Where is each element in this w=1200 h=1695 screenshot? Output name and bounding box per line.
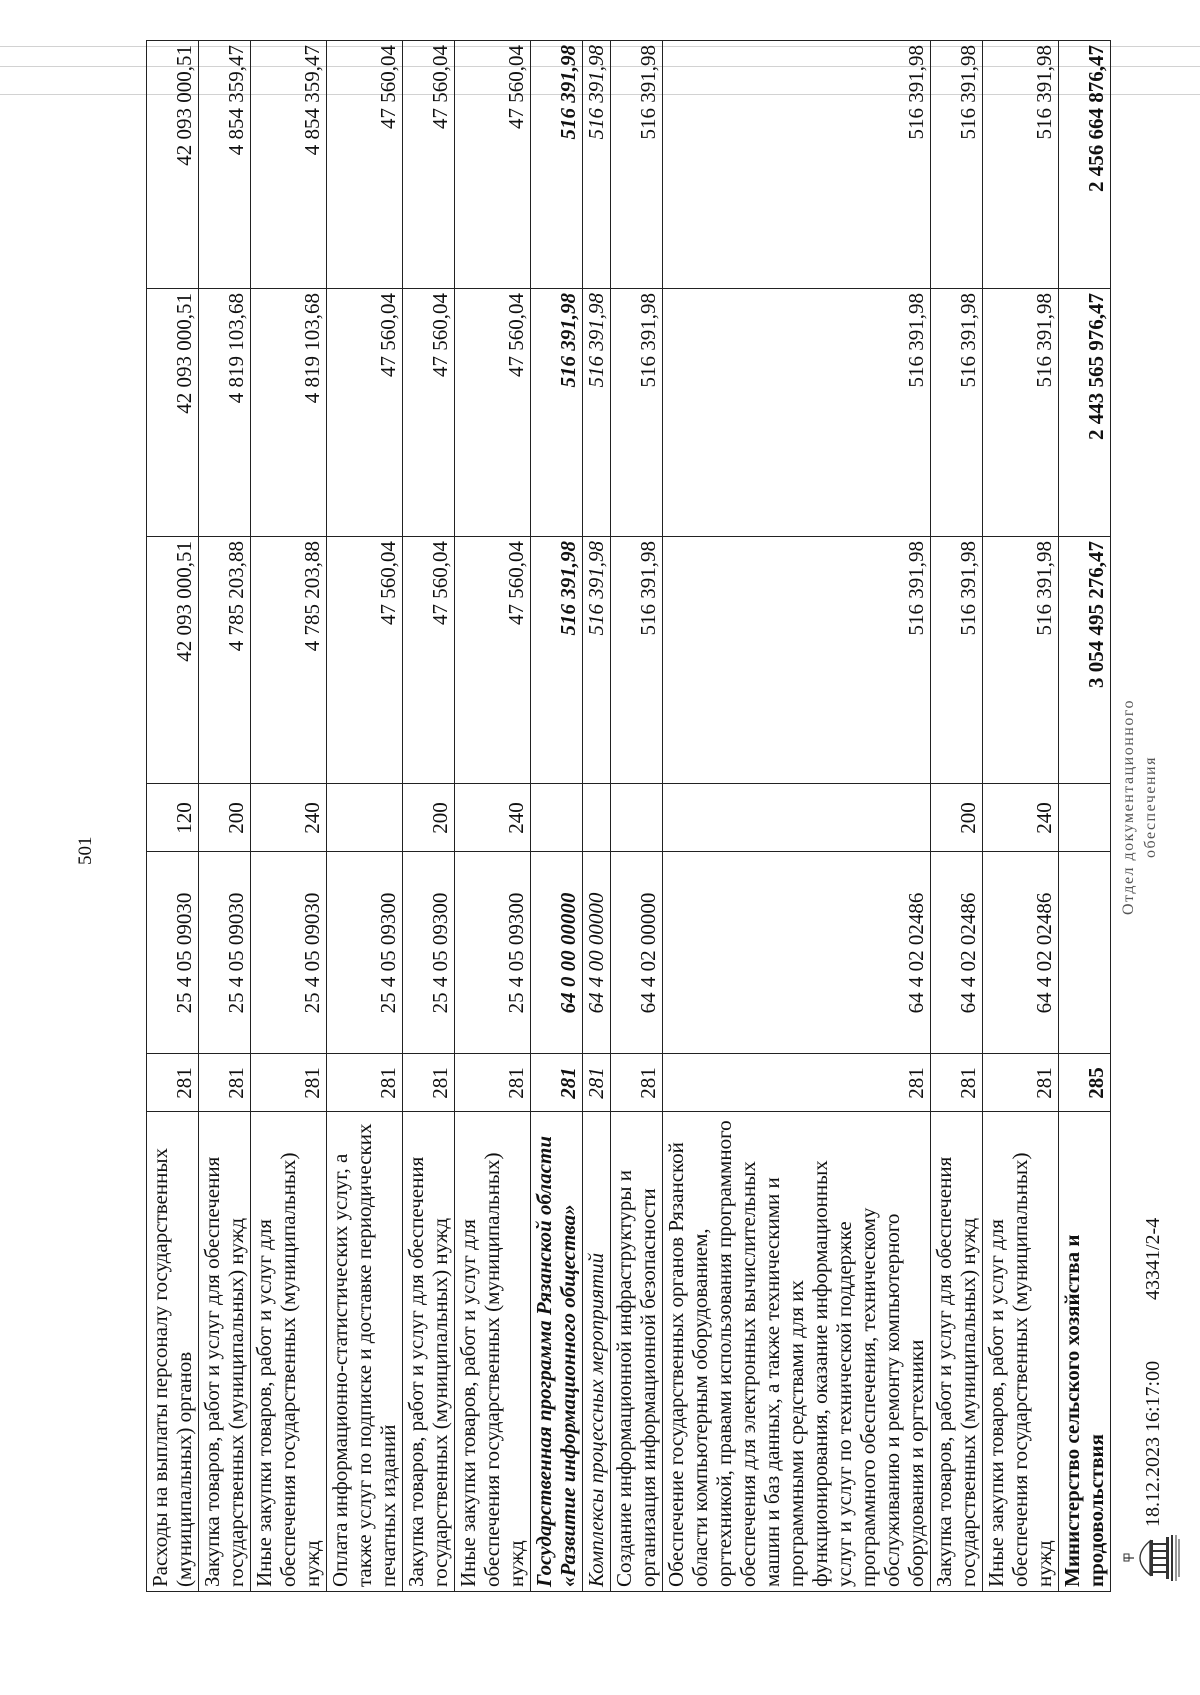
- table-row: [403, 41, 455, 1592]
- amount-year-1: 47 560,04: [403, 537, 455, 784]
- expense-type-code: 200: [931, 784, 983, 852]
- target-code: 64 4 02 02486: [931, 852, 983, 1054]
- expense-type-code: 200: [199, 784, 251, 852]
- ministry-code: 281: [583, 1054, 611, 1112]
- expense-type-code: [327, 784, 403, 852]
- target-code: 25 4 05 09300: [403, 852, 455, 1054]
- amount-year-3: 47 560,04: [403, 41, 455, 289]
- amount-year-1: 516 391,98: [983, 537, 1059, 784]
- target-code: [1059, 852, 1111, 1054]
- amount-year-2: 42 093 000,51: [147, 289, 199, 537]
- expense-type-code: 240: [251, 784, 327, 852]
- amount-year-2: 4 819 103,68: [199, 289, 251, 537]
- target-code: 64 0 00 00000: [531, 852, 583, 1054]
- amount-year-3: 516 391,98: [531, 41, 583, 289]
- ministry-code: 285: [1059, 1054, 1111, 1112]
- target-code: 25 4 05 09030: [251, 852, 327, 1054]
- amount-year-2: 516 391,98: [983, 289, 1059, 537]
- target-code: 64 4 02 02486: [663, 852, 931, 1054]
- amount-year-1: 42 093 000,51: [147, 537, 199, 784]
- amount-year-2: 2 443 565 976,47: [1059, 289, 1111, 537]
- expense-type-code: 240: [455, 784, 531, 852]
- amount-year-2: 516 391,98: [583, 289, 611, 537]
- row-name: Иные закупки товаров, работ и услуг для обеспечения государственных (муниципальных) нужд: [983, 1112, 1059, 1592]
- row-name: Обеспечение государственных органов Рязанской области компьютерным оборудованием, оргтехникой, правами использования программного обеспечения для электронных вычислительных машин и баз данных, а также техническими и программными средствами для их функционирования, оказание информационных услуг и услуг по технической поддержке программного обеспечения, техническому обслуживанию и ремонту компьютерного оборудования и оргтехники: [663, 1112, 931, 1592]
- amount-year-2: 47 560,04: [455, 289, 531, 537]
- table-row: [531, 41, 583, 1592]
- table-row: [611, 41, 663, 1592]
- expense-type-code: [1059, 784, 1111, 852]
- amount-year-2: 516 391,98: [611, 289, 663, 537]
- ministry-code: 281: [251, 1054, 327, 1112]
- target-code: 25 4 05 09300: [327, 852, 403, 1054]
- amount-year-2: 516 391,98: [931, 289, 983, 537]
- ministry-code: 281: [455, 1054, 531, 1112]
- table-row: [455, 41, 531, 1592]
- table-row: [199, 41, 251, 1592]
- table-row: [327, 41, 403, 1592]
- amount-year-1: 4 785 203,88: [199, 537, 251, 784]
- amount-year-1: 516 391,98: [663, 537, 931, 784]
- target-code: 25 4 05 09030: [199, 852, 251, 1054]
- table-row: [931, 41, 983, 1592]
- ministry-code: 281: [327, 1054, 403, 1112]
- table-row: [663, 41, 931, 1592]
- amount-year-3: 516 391,98: [611, 41, 663, 289]
- amount-year-3: 47 560,04: [455, 41, 531, 289]
- duma-emblem-icon: [1122, 1533, 1182, 1583]
- ministry-code: 281: [199, 1054, 251, 1112]
- table-row: [147, 41, 199, 1592]
- row-name: Иные закупки товаров, работ и услуг для обеспечения государственных (муниципальных) нужд: [455, 1112, 531, 1592]
- ministry-code: 281: [147, 1054, 199, 1112]
- table-row: [583, 41, 611, 1592]
- amount-year-3: 516 391,98: [663, 41, 931, 289]
- amount-year-1: 516 391,98: [611, 537, 663, 784]
- page-number: 501: [75, 836, 96, 865]
- amount-year-1: 47 560,04: [455, 537, 531, 784]
- target-code: 64 4 00 00000: [583, 852, 611, 1054]
- expense-type-code: [663, 784, 931, 852]
- expense-type-code: 240: [983, 784, 1059, 852]
- target-code: 64 4 02 00000: [611, 852, 663, 1054]
- amount-year-3: 4 854 359,47: [251, 41, 327, 289]
- amount-year-3: 516 391,98: [583, 41, 611, 289]
- target-code: 25 4 05 09300: [455, 852, 531, 1054]
- amount-year-3: 516 391,98: [931, 41, 983, 289]
- amount-year-2: 47 560,04: [327, 289, 403, 537]
- row-name: Расходы на выплаты персоналу государственных (муниципальных) органов: [147, 1112, 199, 1592]
- target-code: 64 4 02 02486: [983, 852, 1059, 1054]
- amount-year-1: 516 391,98: [531, 537, 583, 784]
- ministry-code: 281: [983, 1054, 1059, 1112]
- row-name: Создание информационной инфраструктуры и организация информационной безопасности: [611, 1112, 663, 1592]
- amount-year-2: 47 560,04: [403, 289, 455, 537]
- amount-year-3: 42 093 000,51: [147, 41, 199, 289]
- amount-year-2: 516 391,98: [663, 289, 931, 537]
- table-row: [1059, 41, 1111, 1592]
- ministry-code: 281: [611, 1054, 663, 1112]
- expense-type-code: 120: [147, 784, 199, 852]
- amount-year-1: 3 054 495 276,47: [1059, 537, 1111, 784]
- amount-year-2: 4 819 103,68: [251, 289, 327, 537]
- stamp-line-2: обеспечения: [1142, 756, 1159, 858]
- ministry-code: 281: [663, 1054, 931, 1112]
- row-name: Государственная программа Рязанской области «Развитие информационного общества»: [531, 1112, 583, 1592]
- amount-year-1: 4 785 203,88: [251, 537, 327, 784]
- row-name: Закупка товаров, работ и услуг для обеспечения государственных (муниципальных) нужд: [931, 1112, 983, 1592]
- expense-type-code: [531, 784, 583, 852]
- amount-year-3: 47 560,04: [327, 41, 403, 289]
- amount-year-1: 47 560,04: [327, 537, 403, 784]
- amount-year-2: 516 391,98: [531, 289, 583, 537]
- ministry-code: 281: [403, 1054, 455, 1112]
- row-name: Закупка товаров, работ и услуг для обеспечения государственных (муниципальных) нужд: [199, 1112, 251, 1592]
- row-name: Комплексы процессных мероприятий: [583, 1112, 611, 1592]
- expense-type-code: [611, 784, 663, 852]
- amount-year-1: 516 391,98: [931, 537, 983, 784]
- footer-timestamp: 18.12.2023 16:17:00: [1142, 1360, 1164, 1527]
- row-name: Министерство сельского хозяйства и продовольствия: [1059, 1112, 1111, 1592]
- footer-document-code: 43341/2-4: [1142, 1217, 1164, 1300]
- table-row: [251, 41, 327, 1592]
- amount-year-3: 2 456 664 876,47: [1059, 41, 1111, 289]
- ministry-code: 281: [931, 1054, 983, 1112]
- target-code: 25 4 05 09030: [147, 852, 199, 1054]
- expense-type-code: [583, 784, 611, 852]
- amount-year-3: 516 391,98: [983, 41, 1059, 289]
- amount-year-1: 516 391,98: [583, 537, 611, 784]
- row-name: Оплата информационно-статистических услуг, а также услуг по подписке и доставке периодических печатных изданий: [327, 1112, 403, 1592]
- table-row: [983, 41, 1059, 1592]
- department-stamp: [1118, 667, 1162, 947]
- row-name: Иные закупки товаров, работ и услуг для обеспечения государственных (муниципальных) нужд: [251, 1112, 327, 1592]
- budget-table: [146, 40, 1111, 1592]
- row-name: Закупка товаров, работ и услуг для обеспечения государственных (муниципальных) нужд: [403, 1112, 455, 1592]
- stamp-line-1: Отдел документационного: [1120, 698, 1137, 916]
- amount-year-3: 4 854 359,47: [199, 41, 251, 289]
- expense-type-code: 200: [403, 784, 455, 852]
- ministry-code: 281: [531, 1054, 583, 1112]
